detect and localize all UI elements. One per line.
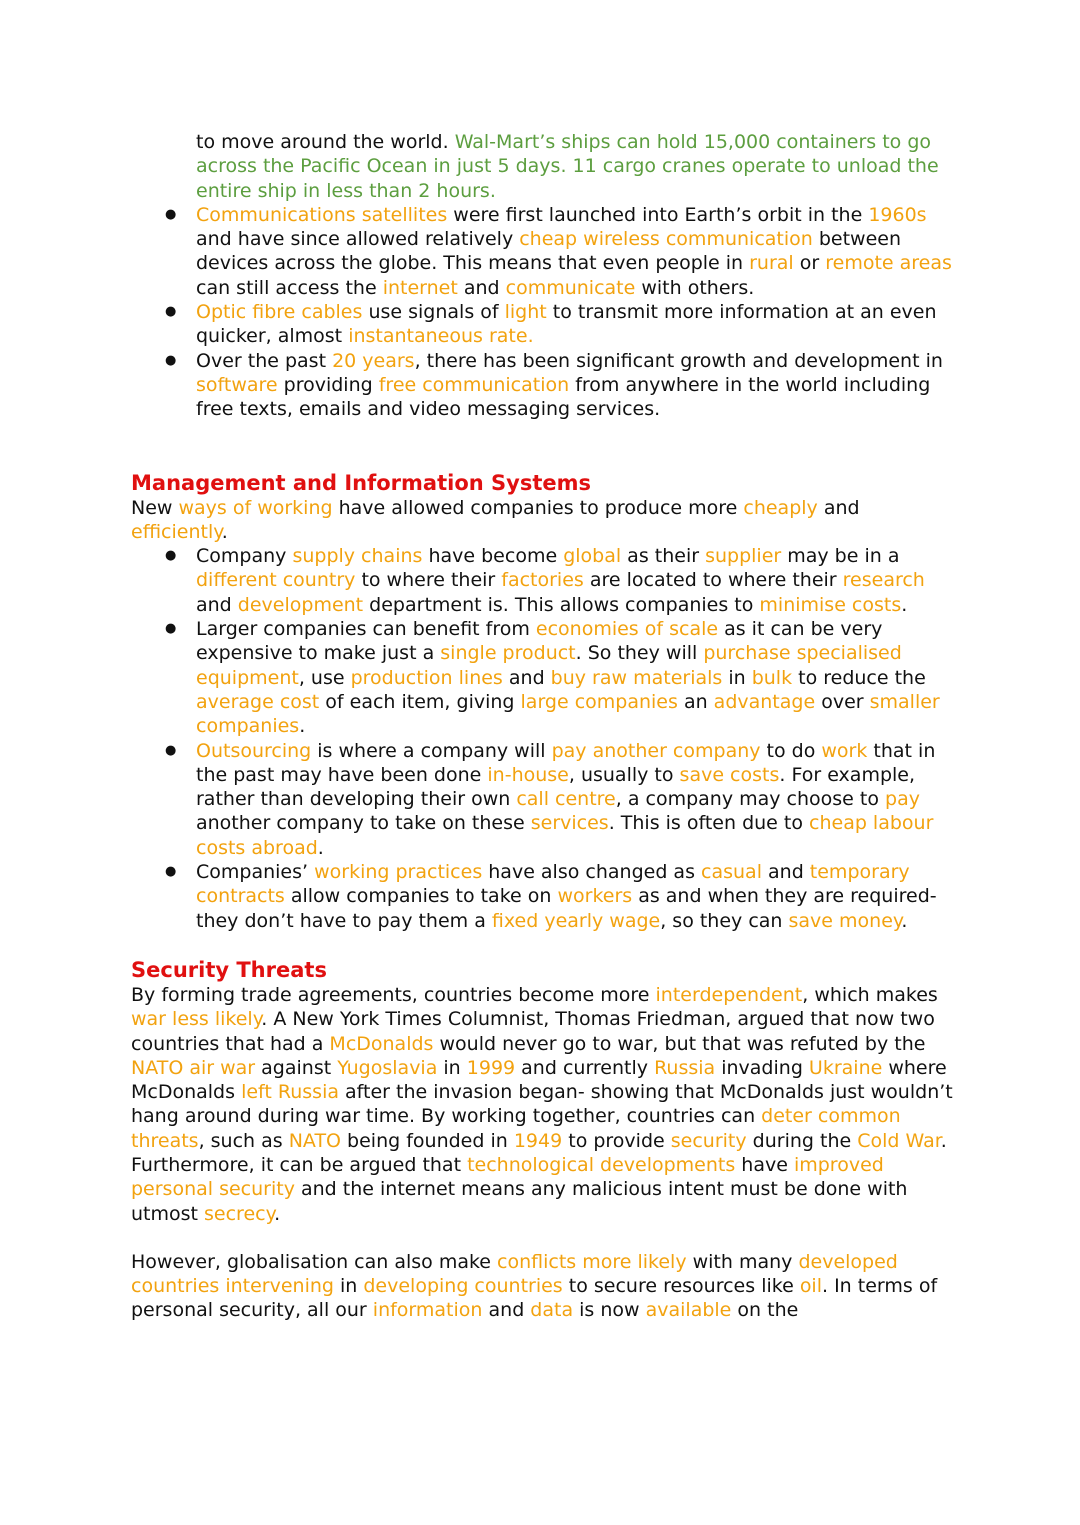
key-term: working practices [314,861,483,884]
key-term: technological developments [467,1153,736,1176]
key-term: oil [799,1275,822,1298]
key-term: Russia [654,1056,716,1079]
list-item: ● Optic fibre cables use signals of light to transmit more information at an even quicker, almost instantaneous rate. [196,300,961,349]
key-term: software [196,373,278,396]
key-term: deter common threats [131,1105,901,1152]
key-term: pay [885,788,920,811]
paragraph: By forming trade agreements, countries become more interdependent, which makes war less likely. A New York Times Columnist, Thomas Friedman, argued that now two countries that had a McDonalds would never go to war, but that was refuted by the NATO air war against Yugoslavia in 1999 and currently Russia invading Ukraine where McDonalds left Russia after the invasion began- showing that McDonalds just wouldn’t hang around during war time. By working together, countries can deter common threats, such as NATO being founded in 1949 to provide security during the Cold War. Furthermore, it can be argued that technological developments have improved personal security and the internet means any malicious intent must be done with utmost secrecy. [131,983,953,1225]
key-term: average cost [196,690,320,713]
key-term: global [563,545,622,568]
key-term: left Russia [241,1081,339,1104]
list-item: to move around the world. Wal-Mart’s ships can hold 15,000 containers to go across the Pacific Ocean in just 5 days. 11 cargo cranes operate to unload the entire ship in less than 2 hours. [196,131,939,202]
key-term: Ukraine [808,1056,883,1079]
key-term: supply chains [292,545,423,568]
key-term: secrecy [204,1202,275,1225]
key-term: NATO [288,1129,342,1152]
key-term: buy raw materials [550,666,723,689]
key-term: supplier [705,545,782,568]
key-term: cheap labour costs abroad [196,812,934,859]
key-term: factories [501,569,584,592]
paragraph: However, globalisation can also make conflicts more likely with many developed countries intervening in developing countries to secure resources like oil. In terms of personal security, all our information and data is now available on the [131,1250,938,1322]
key-term: improved personal security [131,1153,884,1201]
key-term: economies of scale [535,618,719,641]
key-term: war less likely [131,1008,262,1031]
key-term: fixed yearly wage [491,909,661,932]
key-term: rural [749,252,794,275]
key-term: purchase specialised equipment [196,642,902,689]
list-item: ● Larger companies can benefit from economies of scale as it can be very expensive to make just a single product. So they will purchase specialised equipment, use production lines and buy raw materials in bulk to reduce the average cost of each item, giving large companies an advantage over smaller companies. [196,617,961,738]
key-term: save costs [679,763,780,786]
key-term: cheap wireless communication [519,228,813,251]
key-term: data [530,1299,574,1322]
key-term: call centre [516,788,616,811]
key-term: communicate [505,276,636,299]
key-term: save money [788,909,902,932]
key-term: Yugoslavia [337,1056,438,1079]
key-term: interdependent [655,983,803,1006]
key-term: minimise costs [759,593,902,616]
key-term: Cold War [857,1129,941,1152]
list-item: ● Over the past 20 years, there has been significant growth and development in software providing free communication from anywhere in the world including free texts, emails and video messaging services. [196,349,961,422]
key-term: NATO air war [131,1056,256,1079]
key-term: internet [382,276,458,299]
key-term: information [372,1299,483,1322]
section1-list [131,130,961,422]
key-term: in-house [487,763,569,786]
key-term: casual [701,861,762,884]
key-term: pay another company [551,739,761,762]
section2-list [131,544,961,933]
section-heading-security: Security Threats [131,957,327,982]
key-term: instantaneous rate. [348,325,534,348]
key-term: smaller companies [196,690,940,738]
key-term: work [821,739,868,762]
key-term: 20 years [332,349,415,372]
key-term: large companies [520,690,678,713]
key-term: single product [440,642,576,665]
key-term: ways of working [178,496,333,519]
key-term: Outsourcing [196,739,312,762]
key-term: cheaply [743,496,818,519]
list-item: ● Communications satellites were first launched into Earth’s orbit in the 1960s and have since allowed relatively cheap wireless communication between devices across the globe. This means that even people in rural or remote areas can still access the internet and communicate with others. [196,203,961,300]
key-term: 1999 [466,1056,516,1079]
key-term: light [504,301,547,324]
key-term: McDonalds [329,1032,434,1055]
key-term: advantage [713,690,816,713]
key-term: production lines [350,666,503,689]
key-term: research [842,569,925,592]
key-term: remote areas [825,252,952,275]
key-term: different country [196,569,356,592]
key-term: development [237,593,364,616]
key-term: developing countries [363,1275,563,1298]
key-term: Communications satellites [196,203,448,226]
list-item: ● Company supply chains have become global as their supplier may be in a different country to where their factories are located to where their research and development department is. This allows companies to minimise costs. [196,544,961,617]
key-term: developed countries intervening [131,1250,898,1298]
list-item: ● Outsourcing is where a company will pay another company to do work that in the past may have been done in-house, usually to save costs. For example, rather than developing their own call centre, a company may choose to pay another company to take on these services. This is often due to cheap labour costs abroad. [196,739,961,860]
key-term: available [645,1299,732,1322]
key-term: temporary contracts [196,861,910,908]
list-item: ● Companies’ working practices have also changed as casual and temporary contracts allow companies to take on workers as and when they are required- they don’t have to pay them a fixed yearly wage, so they can save money. [196,860,961,933]
key-term: 1960s [868,203,927,226]
key-term: services [530,812,609,835]
key-term: 1949 [513,1129,563,1152]
green-highlight: Wal-Mart’s ships can hold 15,000 containers to go across the Pacific Ocean in just 5 days. 11 cargo cranes operate to unload the entire ship in less than 2 hours. [196,131,939,202]
key-term: bulk [751,666,793,689]
key-term: conflicts more likely [497,1250,687,1273]
key-term: Optic fibre cables [196,301,363,324]
key-term: free communication [378,373,570,396]
key-term: efficiently [131,520,222,543]
key-term: workers [557,885,633,908]
document-page [131,130,961,1323]
section-intro: New ways of working have allowed companies to produce more cheaply and efficiently. [131,496,860,543]
section-heading-management: Management and Information Systems [131,470,591,495]
key-term: security [670,1129,747,1152]
